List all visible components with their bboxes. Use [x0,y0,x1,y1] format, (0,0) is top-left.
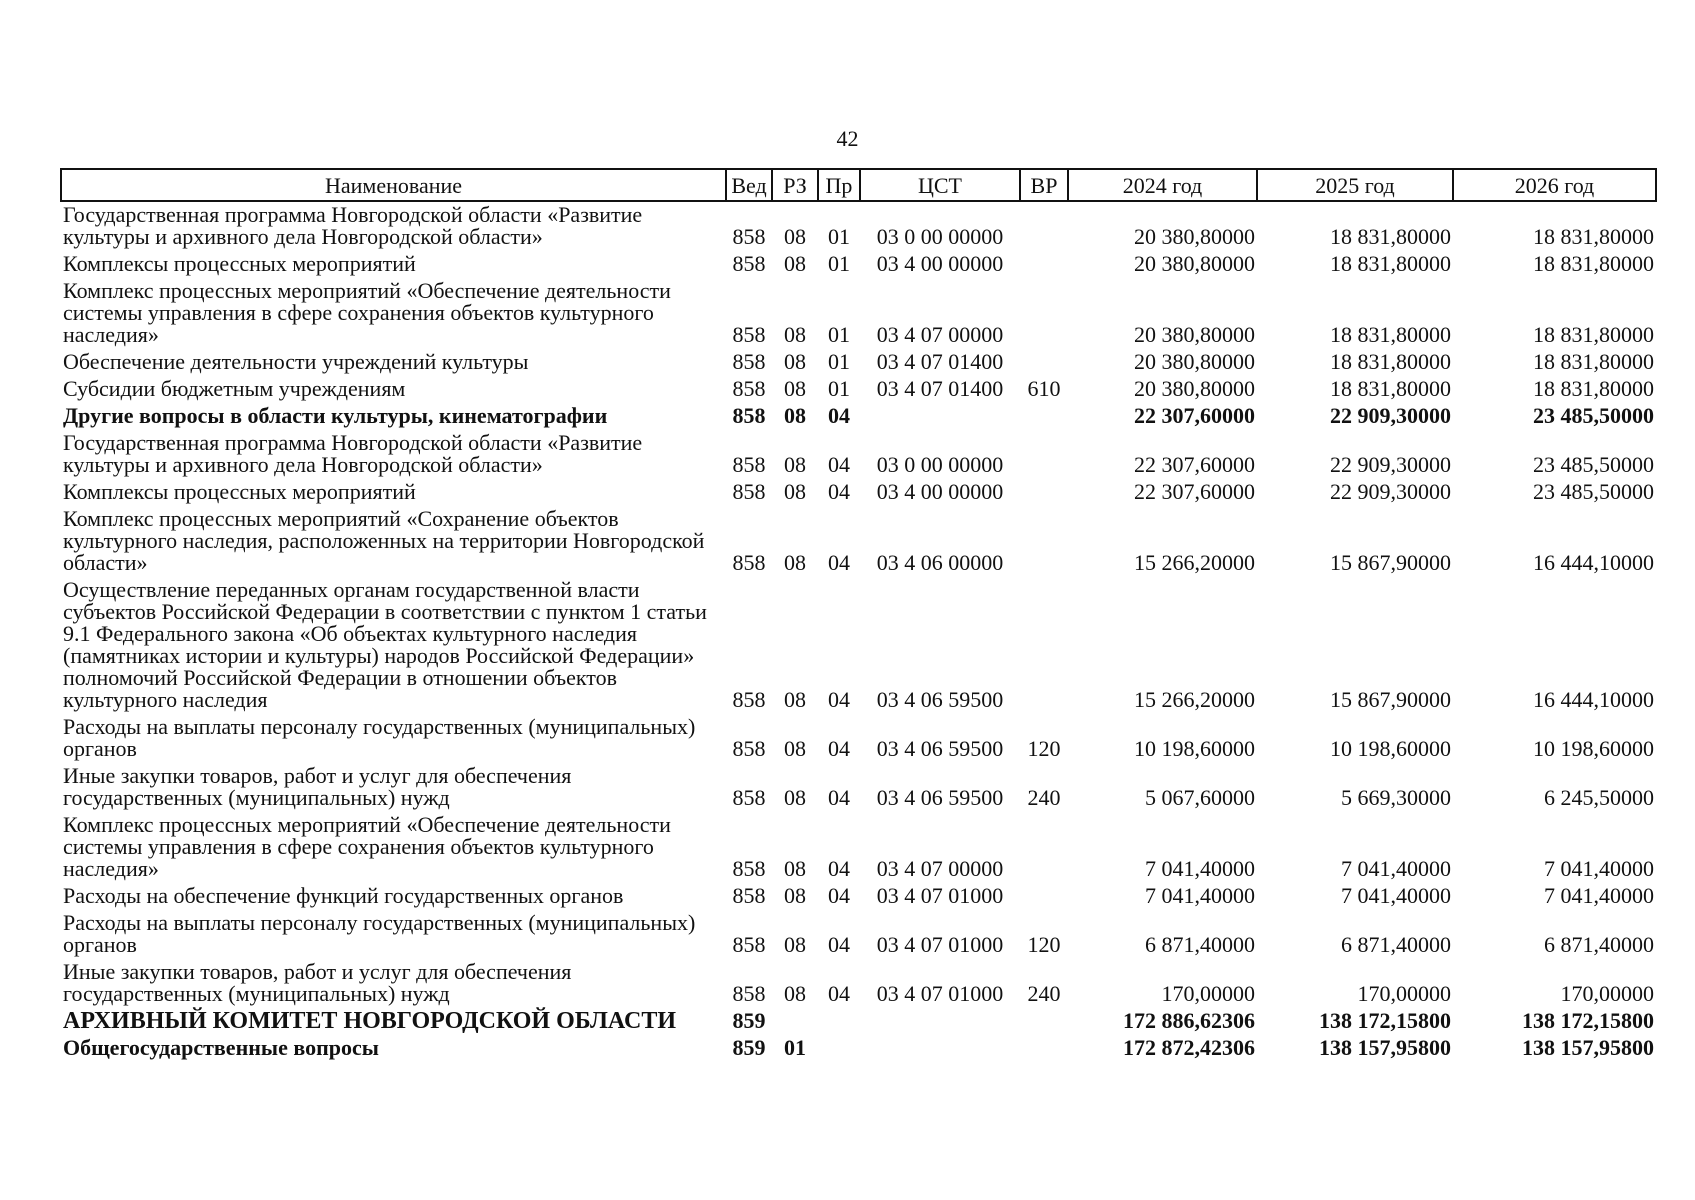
cell-2025: 7 041,40000 [1341,883,1451,908]
cell-vr [1020,430,1068,479]
table-row [61,1035,1656,1062]
cell-name: Комплекс процессных мероприятий «Обеспечение деятельности системы управления в сфере сохранения объектов культурного наследия» [63,812,671,881]
cell-ved: 858 [732,785,766,810]
table-row [61,376,1656,403]
cell-vr [1020,201,1068,251]
cell-2024: 20 380,80000 [1134,251,1255,276]
cell-cst: 03 0 00 00000 [876,452,1004,477]
table-body [61,201,1656,1062]
cell-ved: 858 [732,251,766,276]
cell-vr [1020,812,1068,883]
cell-2025: 15 867,90000 [1330,687,1451,712]
cell-rz: 08 [784,856,806,881]
cell-cst [860,403,1020,430]
table-row [61,959,1656,1008]
cell-rz: 08 [784,736,806,761]
cell-name: Другие вопросы в области культуры, кинематографии [63,403,608,428]
cell-2024: 6 871,40000 [1145,932,1255,957]
cell-cst: 03 4 07 00000 [876,856,1004,881]
cell-pr: 01 [828,322,850,347]
cell-2026: 138 157,95800 [1522,1035,1654,1060]
cell-cst: 03 4 07 01000 [876,932,1004,957]
cell-2025: 22 909,30000 [1330,403,1451,428]
cell-2025: 10 198,60000 [1330,736,1451,761]
cell-2025: 138 157,95800 [1319,1035,1451,1060]
cell-pr: 01 [828,349,850,374]
cell-pr: 04 [828,932,850,957]
cell-name: Расходы на обеспечение функций государственных органов [63,883,624,908]
cell-2026: 7 041,40000 [1544,856,1654,881]
cell-2026: 16 444,10000 [1533,550,1654,575]
header-row [61,169,1656,201]
cell-pr: 04 [828,403,850,428]
cell-vr: 610 [1027,376,1061,401]
cell-2026: 18 831,80000 [1533,224,1654,249]
cell-ved: 858 [732,403,766,428]
cell-cst: 03 4 07 01400 [876,349,1004,374]
cell-cst: 03 4 06 59500 [876,736,1004,761]
cell-name: Субсидии бюджетным учреждениям [63,376,406,401]
table-row [61,403,1656,430]
cell-name: Комплексы процессных мероприятий [63,479,416,504]
cell-rz: 08 [784,932,806,957]
cell-2026: 23 485,50000 [1533,452,1654,477]
cell-rz: 08 [784,251,806,276]
cell-2024: 22 307,60000 [1134,403,1255,428]
cell-name: Иные закупки товаров, работ и услуг для обеспечения государственных (муниципальных) нужд [63,959,572,1006]
header-2025: 2025 год [1257,169,1453,201]
cell-pr [818,1008,860,1035]
table-row [61,910,1656,959]
cell-ved: 858 [732,550,766,575]
cell-vr: 240 [1027,785,1061,810]
cell-2026: 16 444,10000 [1533,687,1654,712]
table-row [61,349,1656,376]
header-name: Наименование [61,169,726,201]
table-row [61,479,1656,506]
cell-2025: 170,00000 [1357,981,1451,1006]
budget-table [60,168,1657,1062]
cell-pr: 04 [828,687,850,712]
cell-name: Иные закупки товаров, работ и услуг для обеспечения государственных (муниципальных) нужд [63,763,572,810]
table-row [61,251,1656,278]
cell-cst: 03 4 06 59500 [876,785,1004,810]
cell-ved: 858 [732,932,766,957]
table-row [61,506,1656,577]
cell-name: АРХИВНЫЙ КОМИТЕТ НОВГОРОДСКОЙ ОБЛАСТИ [63,1008,677,1034]
cell-cst [860,1008,1020,1035]
cell-2026: 18 831,80000 [1533,376,1654,401]
cell-pr: 04 [828,479,850,504]
cell-rz: 08 [784,550,806,575]
cell-name: Расходы на выплаты персоналу государственных (муниципальных) органов [63,910,696,957]
cell-vr [1020,883,1068,910]
cell-vr: 120 [1027,736,1061,761]
cell-rz: 08 [784,883,806,908]
cell-2024: 15 266,20000 [1134,550,1255,575]
cell-pr: 01 [828,251,850,276]
cell-2024: 10 198,60000 [1134,736,1255,761]
cell-pr: 04 [828,550,850,575]
cell-ved: 859 [732,1035,766,1060]
cell-cst: 03 4 00 00000 [876,251,1004,276]
cell-2024: 22 307,60000 [1134,452,1255,477]
cell-pr: 04 [828,736,850,761]
cell-name: Расходы на выплаты персоналу государственных (муниципальных) органов [63,714,696,761]
table-row [61,1008,1656,1035]
cell-pr: 01 [828,376,850,401]
cell-2025: 15 867,90000 [1330,550,1451,575]
cell-2026: 23 485,50000 [1533,403,1654,428]
table-row [61,430,1656,479]
cell-ved: 858 [732,322,766,347]
cell-ved: 858 [732,687,766,712]
cell-name: Обеспечение деятельности учреждений культуры [63,349,529,374]
cell-2025: 18 831,80000 [1330,224,1451,249]
cell-pr: 04 [828,785,850,810]
cell-pr: 04 [828,856,850,881]
cell-name: Государственная программа Новгородской области «Развитие культуры и архивного дела Новгородской области» [63,202,643,249]
cell-vr [1020,251,1068,278]
cell-ved: 858 [732,856,766,881]
cell-cst: 03 4 06 59500 [876,687,1004,712]
cell-2024: 7 041,40000 [1145,856,1255,881]
cell-2025: 18 831,80000 [1330,322,1451,347]
cell-rz [772,1008,818,1035]
cell-vr: 240 [1027,981,1061,1006]
cell-2024: 20 380,80000 [1134,376,1255,401]
table-row [61,714,1656,763]
cell-vr [1020,1008,1068,1035]
cell-rz: 08 [784,687,806,712]
cell-2024: 22 307,60000 [1134,479,1255,504]
header-2026: 2026 год [1453,169,1656,201]
cell-2026: 6 245,50000 [1544,785,1654,810]
cell-vr [1020,278,1068,349]
table-row [61,278,1656,349]
cell-ved: 858 [732,883,766,908]
cell-2025: 5 669,30000 [1341,785,1451,810]
header-pr: Пр [818,169,860,201]
cell-name: Комплексы процессных мероприятий [63,251,416,276]
cell-rz: 08 [784,981,806,1006]
cell-ved: 858 [732,736,766,761]
cell-2024: 7 041,40000 [1145,883,1255,908]
cell-2024: 172 886,62306 [1123,1008,1255,1033]
cell-2026: 138 172,15800 [1522,1008,1654,1033]
header-vr: ВР [1020,169,1068,201]
cell-vr [1020,403,1068,430]
cell-vr: 120 [1027,932,1061,957]
cell-ved: 859 [732,1008,766,1033]
cell-cst: 03 4 07 01000 [876,883,1004,908]
cell-pr: 04 [828,981,850,1006]
cell-2025: 6 871,40000 [1341,932,1451,957]
cell-2025: 18 831,80000 [1330,251,1451,276]
header-rz: РЗ [772,169,818,201]
cell-name: Осуществление переданных органам государственной власти субъектов Российской Федерации в соответствии с пунктом 1 статьи 9.1 Федерального закона «Об объектах культурного наследия (памятниках истории и культуры) народов Российской Федерации» полномочий Российской Федерации в отношении объектов культурного наследия [63,577,707,712]
header-2024: 2024 год [1068,169,1257,201]
table-row [61,883,1656,910]
table-row [61,812,1656,883]
cell-2025: 22 909,30000 [1330,452,1451,477]
cell-2024: 170,00000 [1161,981,1255,1006]
cell-2025: 7 041,40000 [1341,856,1451,881]
cell-2026: 10 198,60000 [1533,736,1654,761]
cell-name: Комплекс процессных мероприятий «Обеспечение деятельности системы управления в сфере сохранения объектов культурного наследия» [63,278,671,347]
cell-cst: 03 4 06 00000 [876,550,1004,575]
cell-pr: 04 [828,883,850,908]
cell-vr [1020,577,1068,714]
cell-2026: 18 831,80000 [1533,349,1654,374]
cell-vr [1020,1035,1068,1062]
table-row [61,201,1656,251]
cell-2024: 15 266,20000 [1134,687,1255,712]
cell-2026: 18 831,80000 [1533,322,1654,347]
cell-cst: 03 4 07 00000 [876,322,1004,347]
cell-name: Общегосударственные вопросы [63,1035,379,1060]
cell-rz: 01 [784,1035,806,1060]
cell-ved: 858 [732,224,766,249]
cell-cst: 03 0 00 00000 [876,224,1004,249]
cell-pr [818,1035,860,1062]
table-row [61,577,1656,714]
cell-2026: 170,00000 [1560,981,1654,1006]
cell-rz: 08 [784,224,806,249]
cell-name: Государственная программа Новгородской области «Развитие культуры и архивного дела Новгородской области» [63,430,643,477]
cell-name: Комплекс процессных мероприятий «Сохранение объектов культурного наследия, расположенных на территории Новгородской области» [63,506,705,575]
cell-cst [860,1035,1020,1062]
cell-2024: 20 380,80000 [1134,224,1255,249]
table-row [61,763,1656,812]
cell-2025: 138 172,15800 [1319,1008,1451,1033]
cell-2024: 172 872,42306 [1123,1035,1255,1060]
table-header [61,169,1656,201]
cell-pr: 01 [828,224,850,249]
cell-rz: 08 [784,403,806,428]
cell-rz: 08 [784,322,806,347]
cell-ved: 858 [732,981,766,1006]
cell-ved: 858 [732,452,766,477]
cell-rz: 08 [784,349,806,374]
cell-2026: 7 041,40000 [1544,883,1654,908]
header-cst: ЦСТ [860,169,1020,201]
page-number: 42 [836,126,859,151]
cell-2025: 18 831,80000 [1330,376,1451,401]
cell-2024: 20 380,80000 [1134,349,1255,374]
cell-cst: 03 4 07 01000 [876,981,1004,1006]
cell-2024: 5 067,60000 [1145,785,1255,810]
cell-rz: 08 [784,376,806,401]
cell-2024: 20 380,80000 [1134,322,1255,347]
cell-vr [1020,349,1068,376]
cell-2026: 6 871,40000 [1544,932,1654,957]
cell-cst: 03 4 00 00000 [876,479,1004,504]
cell-2026: 23 485,50000 [1533,479,1654,504]
cell-2025: 18 831,80000 [1330,349,1451,374]
cell-rz: 08 [784,452,806,477]
cell-rz: 08 [784,479,806,504]
cell-ved: 858 [732,376,766,401]
cell-pr: 04 [828,452,850,477]
cell-ved: 858 [732,479,766,504]
cell-vr [1020,506,1068,577]
header-ved: Вед [726,169,772,201]
cell-cst: 03 4 07 01400 [876,376,1004,401]
cell-2025: 22 909,30000 [1330,479,1451,504]
cell-vr [1020,479,1068,506]
cell-ved: 858 [732,349,766,374]
cell-2026: 18 831,80000 [1533,251,1654,276]
cell-rz: 08 [784,785,806,810]
